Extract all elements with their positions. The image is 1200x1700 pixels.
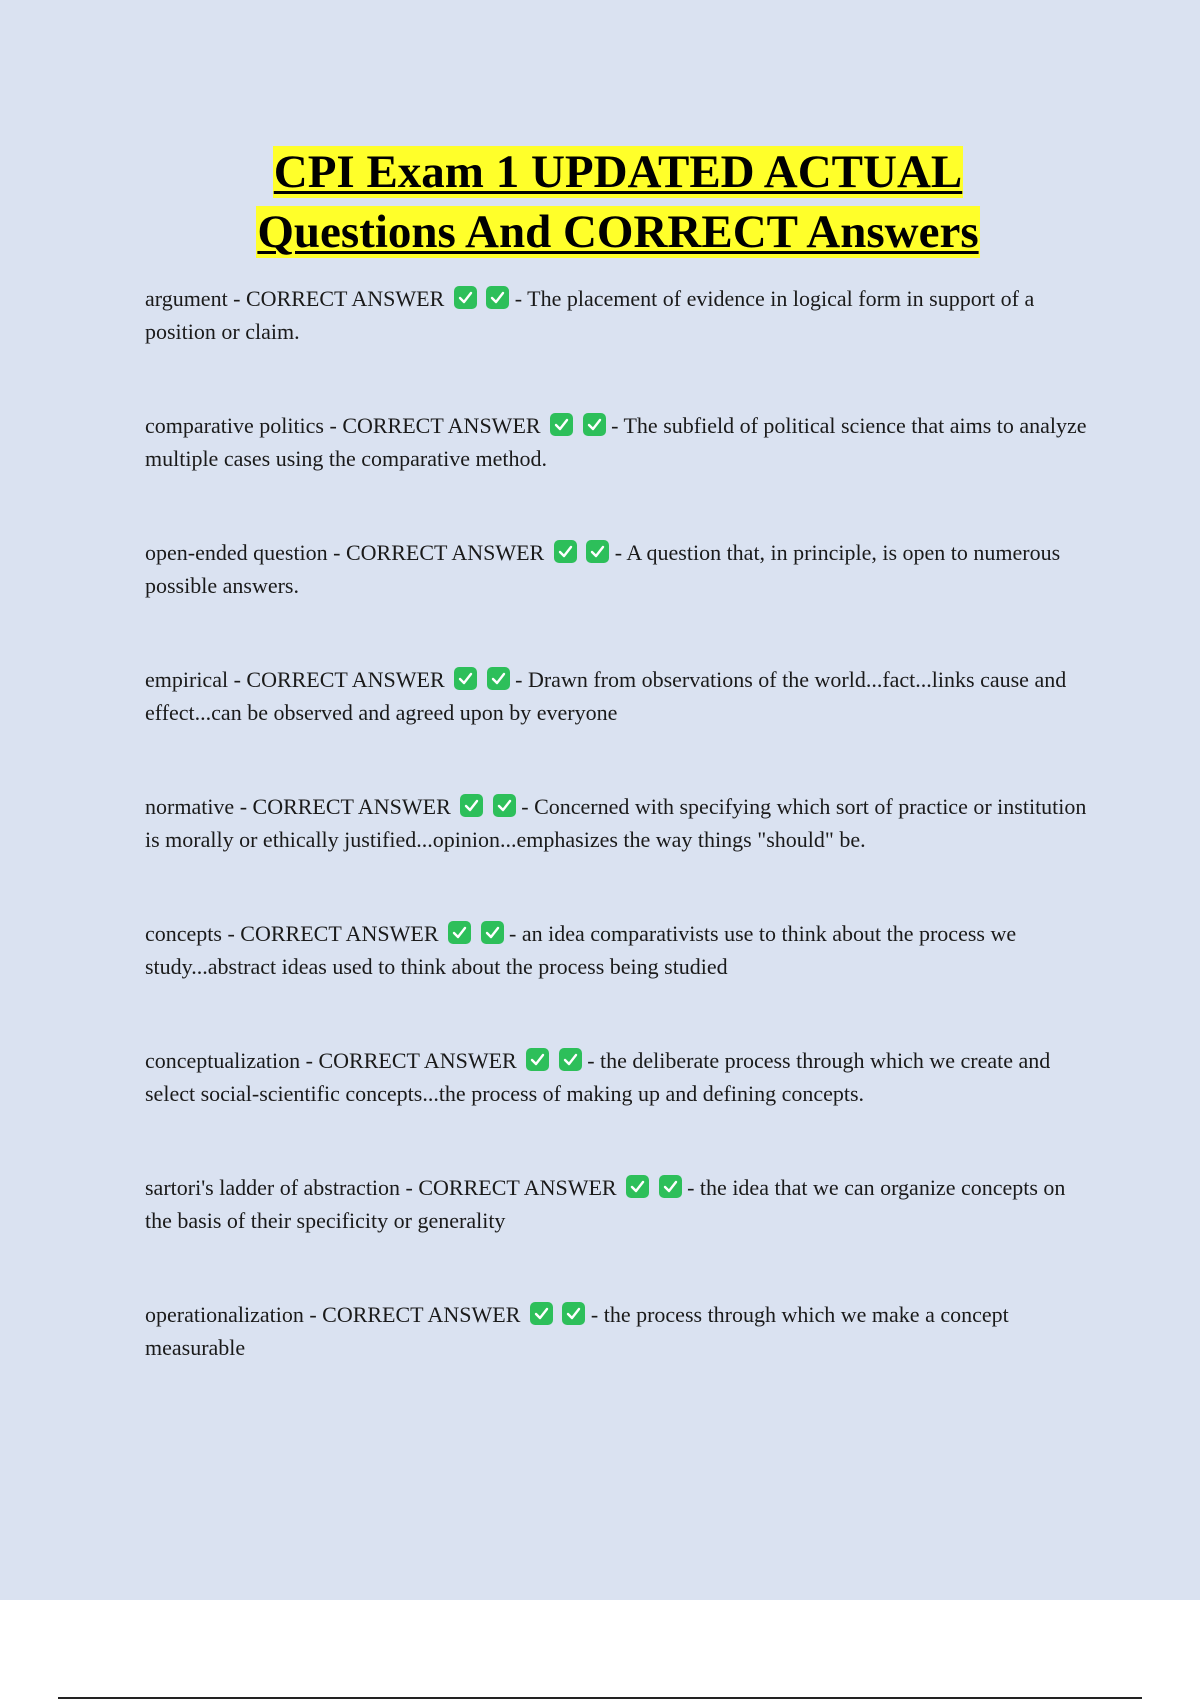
entry-term: conceptualization - CORRECT ANSWER — [145, 1048, 517, 1073]
entry-term: operationalization - CORRECT ANSWER — [145, 1302, 521, 1327]
entry-term: argument - CORRECT ANSWER — [145, 286, 445, 311]
qa-entry — [145, 282, 1095, 409]
check-mark-icon — [487, 667, 510, 690]
check-mark-icon — [659, 1175, 682, 1198]
qa-list — [145, 282, 1095, 1425]
entry-term: comparative politics - CORRECT ANSWER — [145, 413, 541, 438]
entry-definition: - A question that, in principle, is open to numerous possible answers. — [145, 540, 1061, 598]
check-mark-icon — [562, 1302, 585, 1325]
check-mark-icon — [481, 921, 504, 944]
entry-term: concepts - CORRECT ANSWER — [145, 921, 439, 946]
check-mark-icon — [586, 540, 609, 563]
check-mark-icon — [554, 540, 577, 563]
entry-definition: - Drawn from observations of the world...fact...links cause and effect...can be observed and agreed upon by everyone — [145, 667, 1067, 725]
check-mark-icon — [493, 794, 516, 817]
entry-definition: - the deliberate process through which we create and select social-scientific concepts...the process of making up and defining concepts. — [145, 1048, 1051, 1106]
entry-definition: - Concerned with specifying which sort of practice or institution is morally or ethically justified...opinion...emphasizes the way things "should" be. — [145, 794, 1087, 852]
document-title — [0, 142, 1200, 262]
check-mark-icon — [526, 1048, 549, 1071]
check-mark-icon — [583, 413, 606, 436]
entry-definition: - the process through which we make a concept measurable — [145, 1302, 1009, 1360]
entry-definition: - an idea comparativists use to think about the process we study...abstract ideas used to think about the process being studied — [145, 921, 1017, 979]
entry-definition: - the idea that we can organize concepts on the basis of their specificity or generality — [145, 1175, 1066, 1233]
check-mark-icon — [530, 1302, 553, 1325]
qa-entry — [145, 790, 1095, 917]
entry-definition: - The subfield of political science that aims to analyze multiple cases using the comparative method. — [145, 413, 1087, 471]
qa-entry — [145, 536, 1095, 663]
qa-entry — [145, 1171, 1095, 1298]
check-mark-icon — [559, 1048, 582, 1071]
footer-divider — [58, 1697, 1142, 1699]
check-mark-icon — [448, 921, 471, 944]
check-mark-icon — [550, 413, 573, 436]
title-line-2: Questions And CORRECT Answers — [257, 206, 979, 258]
qa-entry — [145, 917, 1095, 1044]
qa-entry — [145, 1044, 1095, 1171]
entry-term: empirical - CORRECT ANSWER — [145, 667, 445, 692]
title-line-1: CPI Exam 1 UPDATED ACTUAL — [273, 146, 963, 198]
entry-term: normative - CORRECT ANSWER — [145, 794, 451, 819]
qa-entry — [145, 409, 1095, 536]
check-mark-icon — [626, 1175, 649, 1198]
check-mark-icon — [486, 286, 509, 309]
entry-term: open-ended question - CORRECT ANSWER — [145, 540, 545, 565]
qa-entry — [145, 1298, 1095, 1425]
entry-term: sartori's ladder of abstraction - CORRECT ANSWER — [145, 1175, 617, 1200]
check-mark-icon — [460, 794, 483, 817]
check-mark-icon — [454, 286, 477, 309]
entry-definition: - The placement of evidence in logical form in support of a position or claim. — [145, 286, 1035, 344]
qa-entry — [145, 663, 1095, 790]
check-mark-icon — [454, 667, 477, 690]
